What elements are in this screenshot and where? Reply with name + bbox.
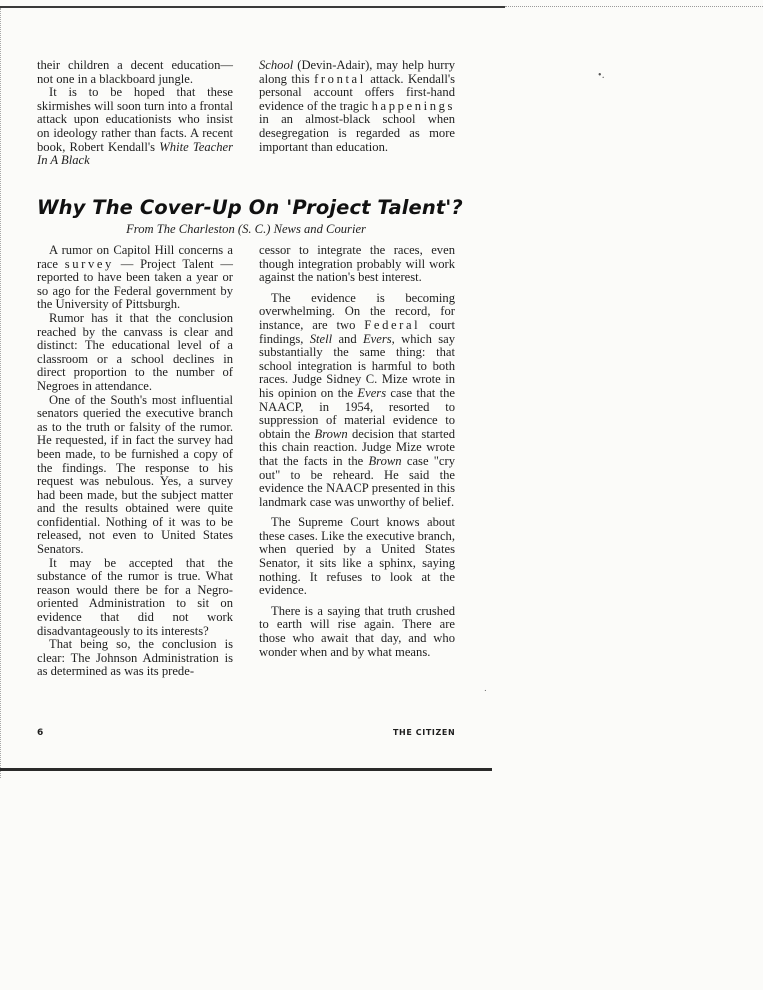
spaced-text: Federal — [364, 317, 421, 332]
paragraph — [37, 244, 233, 312]
paragraph — [259, 292, 455, 510]
text-run: court findings, — [259, 317, 455, 346]
italic-text: Evers — [362, 331, 392, 346]
spaced-text: happenings — [371, 98, 455, 113]
paragraph — [37, 312, 233, 394]
text-run: One of the South's most influential senators queried the executive branch as to the truth or falsity of the rumor. He requested, if in fact the survey had been made, to be furnished a copy of the findings. The response to his request was nebulous. Yes, a survey had been made, but the subject matter and the results obtained were quite confidential. Nothing of it was to be released, not even to United States Senators. — [37, 392, 233, 557]
text-run: It is to be hoped that these skirmishes will soon turn into a frontal attack upon educationists who insist on ideology rather than facts. A recent book, Robert Kendall's — [37, 85, 233, 154]
text-run: A rumor on Capitol Hill concerns a race — [37, 243, 233, 271]
article-source: From The Charleston (S. C.) News and Courier — [126, 222, 366, 236]
paragraph — [259, 516, 455, 598]
page-number: 6 — [37, 728, 44, 738]
text-run: , which say substantially the same thing: that school integration is harmful to both races. Judge Sidney C. Mize wrote in his opinion on the — [259, 331, 456, 400]
paragraph — [37, 86, 233, 168]
left-margin-rule — [0, 8, 1, 778]
text-run: There is a saying that truth crushed to earth will rise again. There are those who await that day, and who wonder when and by what means. — [259, 603, 455, 659]
paragraph — [37, 638, 233, 679]
top-right-column — [259, 59, 455, 154]
paragraph — [37, 394, 233, 557]
italic-text: Brown — [368, 453, 402, 468]
paragraph — [259, 244, 455, 285]
article-right-column — [259, 244, 455, 659]
text-run: case that the NAACP, in 1954, resorted to suppression of material evidence to obtain the — [259, 385, 455, 441]
top-rule-dotted — [505, 6, 763, 7]
bottom-rule — [0, 768, 492, 771]
article-headline: Why The Cover-Up On 'Project Talent'? — [37, 196, 463, 219]
article-left-column — [37, 244, 233, 679]
publication-name: THE CITIZEN — [393, 728, 456, 737]
italic-text: Stell — [309, 331, 333, 346]
italic-text: School — [259, 58, 294, 72]
spaced-text: survey — [64, 256, 114, 271]
paragraph — [37, 59, 233, 86]
text-run: and — [332, 331, 363, 346]
top-rule — [0, 6, 505, 8]
text-run: cessor to integrate the races, even though integration probably will work against the nation's best interest. — [259, 243, 455, 285]
text-run: their children a decent education— not one in a blackboard jungle. — [37, 58, 233, 86]
paragraph — [259, 605, 455, 659]
text-run: The evidence is becoming overwhelming. On the record, for instance, are two — [259, 290, 455, 332]
text-run: That being so, the conclusion is clear: The Johnson Administration is as determined as was its prede- — [37, 637, 233, 679]
italic-text: Evers — [357, 385, 387, 400]
italic-text: Brown — [314, 426, 348, 441]
paragraph — [259, 59, 455, 154]
text-run: — Project Talent — reported to have been taken a year or so ago for the Federal government by the University of Pittsburgh. — [37, 256, 233, 312]
text-run: It may be accepted that the substance of the rumor is true. What reason would there be for a Negro-oriented Administration to sit on evidence that did not work disadvantageously to its interests? — [37, 555, 233, 638]
text-run: attack. Kendall's personal account offers first-hand evidence of the tragic — [259, 71, 455, 113]
spaced-text: frontal — [314, 71, 366, 86]
top-left-column — [37, 59, 233, 168]
scan-speck: ․ — [484, 684, 487, 693]
italic-text: White Teacher In A Black — [37, 139, 233, 168]
text-run: The Supreme Court knows about these cases. Like the executive branch, when queried by a United States Senator, it sits like a sphinx, saying nothing. It refuses to look at the evidence. — [259, 515, 455, 598]
text-run: (Devin-Adair), may help hurry along this — [259, 58, 455, 86]
text-run: case "cry out" to be reheard. He said the evidence the NAACP presented in this landmark case was unworthy of belief. — [259, 453, 455, 509]
text-run: Rumor has it that the conclusion reached by the canvass is clear and distinct: The educational level of a classroom or a school declines in direct proportion to the number of Negroes in attendance. — [37, 310, 233, 393]
paragraph — [37, 557, 233, 639]
text-run: decision that started this chain reaction. Judge Mize wrote that the facts in the — [259, 426, 455, 468]
text-run: in an almost-black school when desegregation is regarded as more important than education. — [259, 112, 455, 154]
scan-speck: •․ — [598, 70, 605, 81]
